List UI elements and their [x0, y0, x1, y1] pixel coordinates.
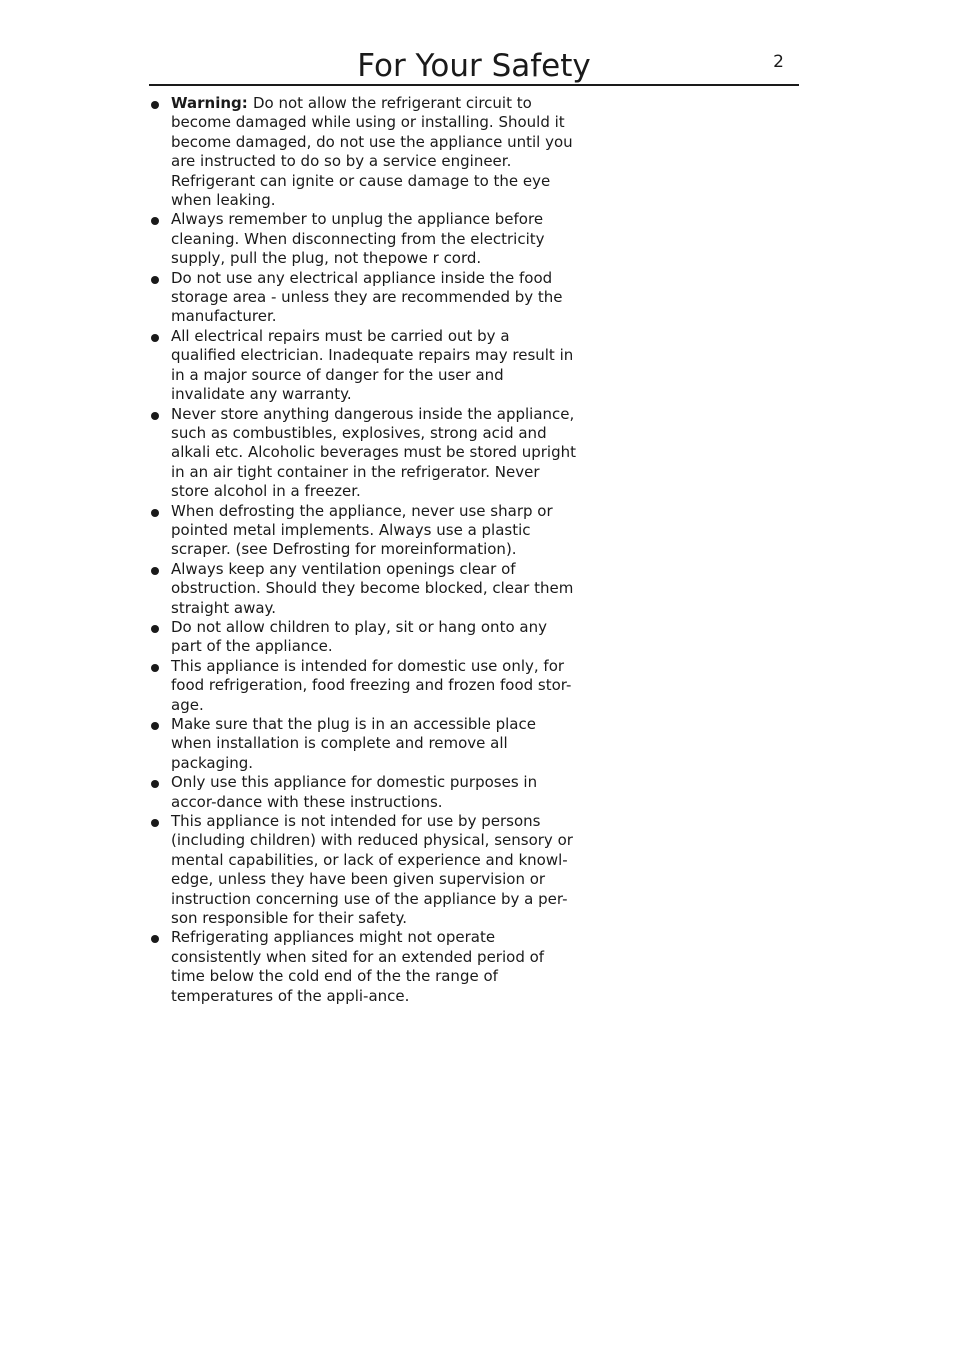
page-header	[149, 44, 799, 86]
safety-content	[148, 94, 576, 1006]
warning-label: Warning:	[171, 94, 253, 112]
list-item-text: Make sure that the plug is in an accessible place when installation is complete and remove all packaging.	[171, 715, 536, 772]
bullet-icon	[151, 819, 159, 827]
bullet-icon	[151, 567, 159, 575]
list-item	[148, 405, 576, 502]
bullet-icon	[151, 217, 159, 225]
bullet-icon	[151, 101, 159, 109]
list-item	[148, 327, 576, 405]
list-item-text: Refrigerating appliances might not operate consistently when sited for an extended period of time below the cold end of the the range of temperatures of the appli-ance.	[171, 928, 545, 1005]
page-number: 2	[773, 52, 784, 72]
bullet-icon	[151, 412, 159, 420]
list-item-text: This appliance is intended for domestic use only, for food refrigeration, food freezing and frozen food stor-age.	[171, 656, 572, 714]
bullet-icon	[151, 722, 159, 730]
list-item	[148, 715, 576, 773]
bullet-icon	[151, 276, 159, 284]
list-item	[148, 94, 576, 210]
list-item-text: Do not allow children to play, sit or hang onto any part of the appliance.	[171, 617, 547, 656]
list-item	[148, 560, 576, 618]
list-item-text: This appliance is not intended for use by persons (including children) with reduced physical, sensory or mental capabilities, or lack of experience and knowl-edge, unless they have been given supervision or instruction concerning use of the appliance by a per-son responsible for their safety.	[171, 812, 573, 928]
list-item-text: Do not use any electrical appliance inside the food storage area - unless they are recommended by the manufacturer.	[171, 268, 563, 326]
list-item-text: Do not allow the refrigerant circuit to become damaged while using or installing. Should it become damaged, do not use the appliance until you are instructed to do so by a service engineer. Refrigerant can ignite or cause damage to the eye when leaking.	[171, 94, 573, 210]
list-item	[148, 210, 576, 268]
bullet-icon	[151, 334, 159, 342]
list-item	[148, 928, 576, 1006]
list-item-text: When defrosting the appliance, never use sharp or pointed metal implements. Always use a plastic scraper. (see Defrosting for moreinformation).	[171, 501, 553, 559]
bullet-icon	[151, 509, 159, 517]
list-item-text: Only use this appliance for domestic purposes in accor-dance with these instructions.	[171, 773, 538, 811]
bullet-icon	[151, 935, 159, 943]
list-item	[148, 269, 576, 327]
list-item	[148, 812, 576, 928]
safety-list	[148, 94, 576, 1006]
list-item-text: Always keep any ventilation openings clear of obstruction. Should they become blocked, clear them straight away.	[171, 559, 574, 617]
bullet-icon	[151, 664, 159, 672]
list-item-text: Never store anything dangerous inside the appliance, such as combustibles, explosives, strong acid and alkali etc. Alcoholic beverages must be stored upright in an air tight container in the refrigerator. Never store alcohol in a freezer.	[171, 404, 577, 501]
list-item	[148, 657, 576, 715]
bullet-icon	[151, 625, 159, 633]
list-item	[148, 618, 576, 657]
list-item-text: Always remember to unplug the appliance before cleaning. When disconnecting from the electricity supply, pull the plug, not thepowe r cord.	[171, 210, 545, 268]
page-title: For Your Safety	[357, 48, 591, 84]
bullet-icon	[151, 780, 159, 788]
list-item	[148, 773, 576, 812]
list-item	[148, 502, 576, 560]
list-item-text: All electrical repairs must be carried out by a qualified electrician. Inadequate repairs may result in in a major source of danger for the user and invalidate any warranty.	[171, 326, 574, 404]
